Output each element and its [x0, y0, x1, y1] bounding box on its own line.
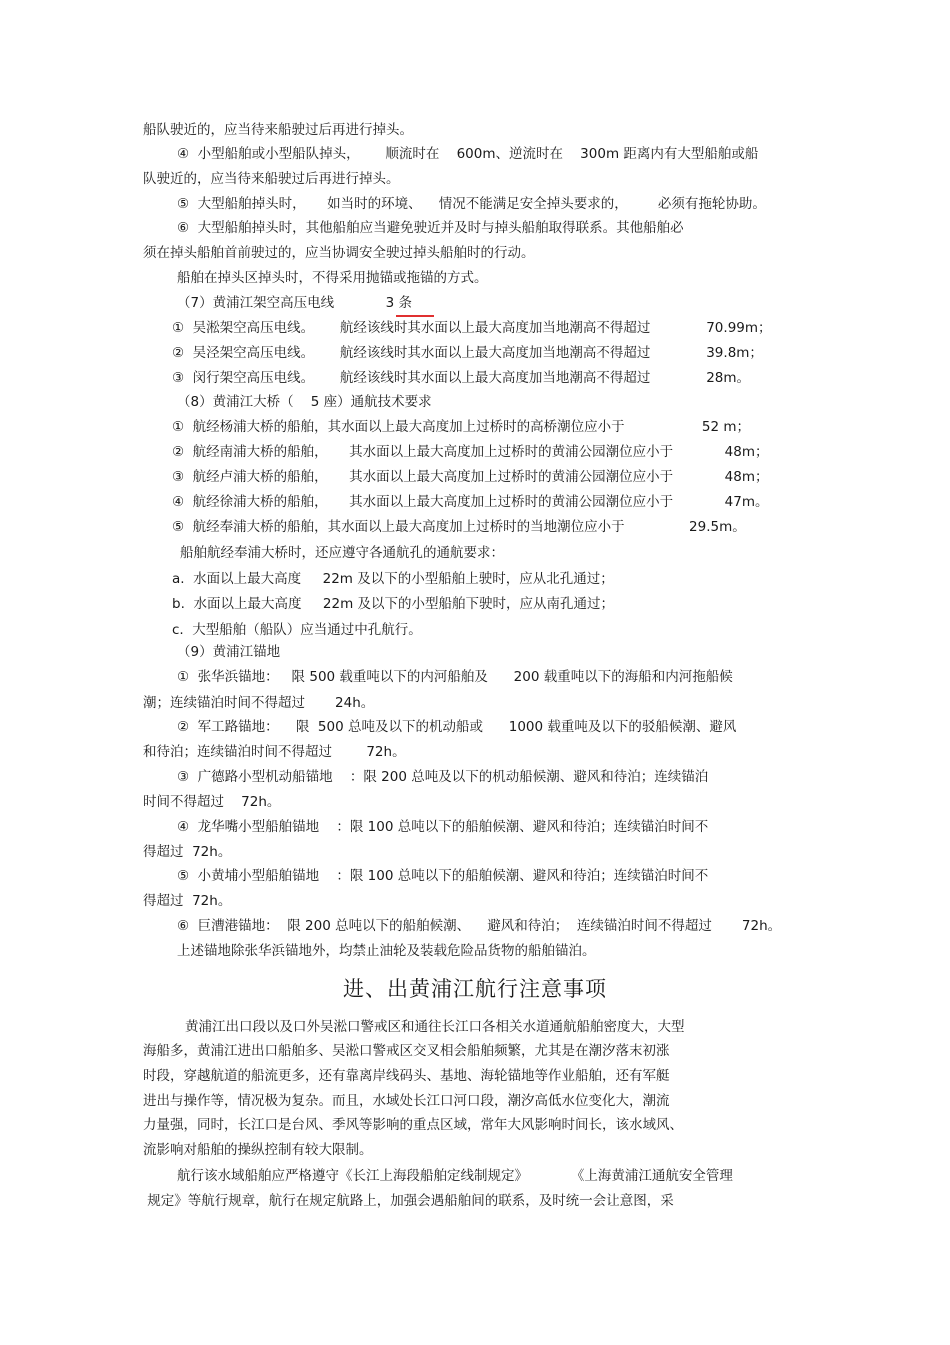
text-line: 船舶在掉头区掉头时，不得采用抛锚或拖锚的方式。 — [177, 270, 488, 286]
text-line: ① 张华浜锚地： 限 500 载重吨以下的内河船舶及 200 载重吨以下的海船和内河拖船候 — [177, 669, 733, 685]
text-line: 航行该水域船舶应严格遵守《长江上海段船舶定线制规定》 《上海黄浦江通航安全管理 — [177, 1168, 733, 1184]
text-line: ① 吴淞架空高压电线。 航经该线时其水面以上最大高度加当地潮高不得超过 70.99m； — [172, 320, 772, 336]
text-line: ⑤ 小黄埔小型船舶锚地 ：限 100 总吨以下的船舶候潮、避风和待泊；连续锚泊时间不 — [177, 868, 709, 884]
text-line: 时段，穿越航道的船流更多，还有靠离岸线码头、基地、海轮锚地等作业船舶，还有军艇 — [143, 1068, 670, 1084]
text-line: ② 航经南浦大桥的船舶， 其水面以上最大高度加上过桥时的黄浦公园潮位应小于 48m； — [172, 444, 769, 460]
text-line: 上述锚地除张华浜锚地外，均禁止油轮及装载危险品货物的船舶锚泊。 — [177, 943, 596, 959]
text-line: 海船多，黄浦江进出口船舶多、吴淞口警戒区交叉相会船舶频繁，尤其是在潮汐落末初涨 — [143, 1043, 670, 1059]
text-line: c. 大型船舶（船队）应当通过中孔航行。 — [172, 622, 422, 638]
text-line: 力量强，同时，长江口是台风、季风等影响的重点区域，常年大风影响时间长，该水域风、 — [143, 1117, 683, 1133]
text-line: b. 水面以上最大高度 22m 及以下的小型船舶下驶时，应从南孔通过； — [172, 596, 615, 612]
text-line: ③ 航经卢浦大桥的船舶， 其水面以上最大高度加上过桥时的黄浦公园潮位应小于 48m； — [172, 469, 769, 485]
section-heading: （8）黄浦江大桥（ 5 座）通航技术要求 — [177, 394, 432, 410]
text-line: 船队驶近的，应当待来船驶过后再进行掉头。 — [143, 122, 413, 138]
page-title: 进、出黄浦江航行注意事项 — [343, 977, 607, 1001]
text-line: 船舶航经奉浦大桥时，还应遵守各通航孔的通航要求： — [180, 545, 504, 561]
text-line: ⑥ 巨漕港锚地： 限 200 总吨以下的船舶候潮、 避风和待泊； 连续锚泊时间不得超过 72h。 — [177, 918, 782, 934]
text-line: 进出与操作等，情况极为复杂。而且，水域处长江口河口段，潮汐高低水位变化大，潮流 — [143, 1093, 670, 1109]
text-line: ③ 广德路小型机动船锚地 ：限 200 总吨及以下的机动船候潮、避风和待泊；连续锚泊 — [177, 769, 709, 785]
text-line: ① 航经杨浦大桥的船舶，其水面以上最大高度加上过桥时的高桥潮位应小于 52 m； — [172, 419, 751, 435]
text-line: 黄浦江出口段以及口外吴淞口警戒区和通往长江口各相关水道通航船舶密度大，大型 — [185, 1019, 685, 1035]
text-line: 和待泊；连续锚泊时间不得超过 72h。 — [143, 744, 406, 760]
text-line: ⑥ 大型船舶掉头时，其他船舶应当避免驶近并及时与掉头船舶取得联系。其他船舶必 — [177, 220, 684, 236]
text-line: ③ 闵行架空高压电线。 航经该线时其水面以上最大高度加当地潮高不得超过 28m。 — [172, 370, 751, 386]
text-line: ② 军工路锚地： 限 500 总吨及以下的机动船或 1000 载重吨及以下的驳船候潮、避风 — [177, 719, 737, 735]
text-line: ④ 小型船舶或小型船队掉头， 顺流时在 600m、逆流时在 300m 距离内有大型船舶或船 — [177, 146, 759, 162]
text-line: ④ 航经徐浦大桥的船舶， 其水面以上最大高度加上过桥时的黄浦公园潮位应小于 47m。 — [172, 494, 769, 510]
text-line: 时间不得超过 72h。 — [143, 794, 281, 810]
section-heading: （7）黄浦江架空高压电线 3 条 — [177, 295, 412, 311]
text-line: 规定》等航行规章，航行在规定航路上，加强会遇船舶间的联系，及时统一会让意图，采 — [143, 1193, 674, 1209]
red-underline — [396, 315, 434, 317]
text-line: ⑤ 航经奉浦大桥的船舶，其水面以上最大高度加上过桥时的当地潮位应小于 29.5m。 — [172, 519, 746, 535]
text-line: ④ 龙华嘴小型船舶锚地 ：限 100 总吨以下的船舶候潮、避风和待泊；连续锚泊时间不 — [177, 819, 709, 835]
text-line: ② 吴泾架空高压电线。 航经该线时其水面以上最大高度加当地潮高不得超过 39.8m； — [172, 345, 763, 361]
text-line: ⑤ 大型船舶掉头时， 如当时的环境、 情况不能满足安全掉头要求的， 必须有拖轮协助。 — [177, 196, 766, 212]
text-line: 得超过 72h。 — [143, 844, 232, 860]
text-line: 队驶近的，应当待来船驶过后再进行掉头。 — [143, 171, 400, 187]
section-heading: （9）黄浦江锚地 — [177, 644, 281, 660]
text-line: 潮；连续锚泊时间不得超过 24h。 — [143, 695, 375, 711]
text-line: 流影响对船舶的操纵控制有较大限制。 — [143, 1142, 373, 1158]
text-line: 得超过 72h。 — [143, 893, 232, 909]
text-line: a. 水面以上最大高度 22m 及以下的小型船舶上驶时，应从北孔通过； — [172, 571, 614, 587]
text-line: 须在掉头船舶首前驶过的，应当协调安全驶过掉头船舶时的行动。 — [143, 245, 535, 261]
